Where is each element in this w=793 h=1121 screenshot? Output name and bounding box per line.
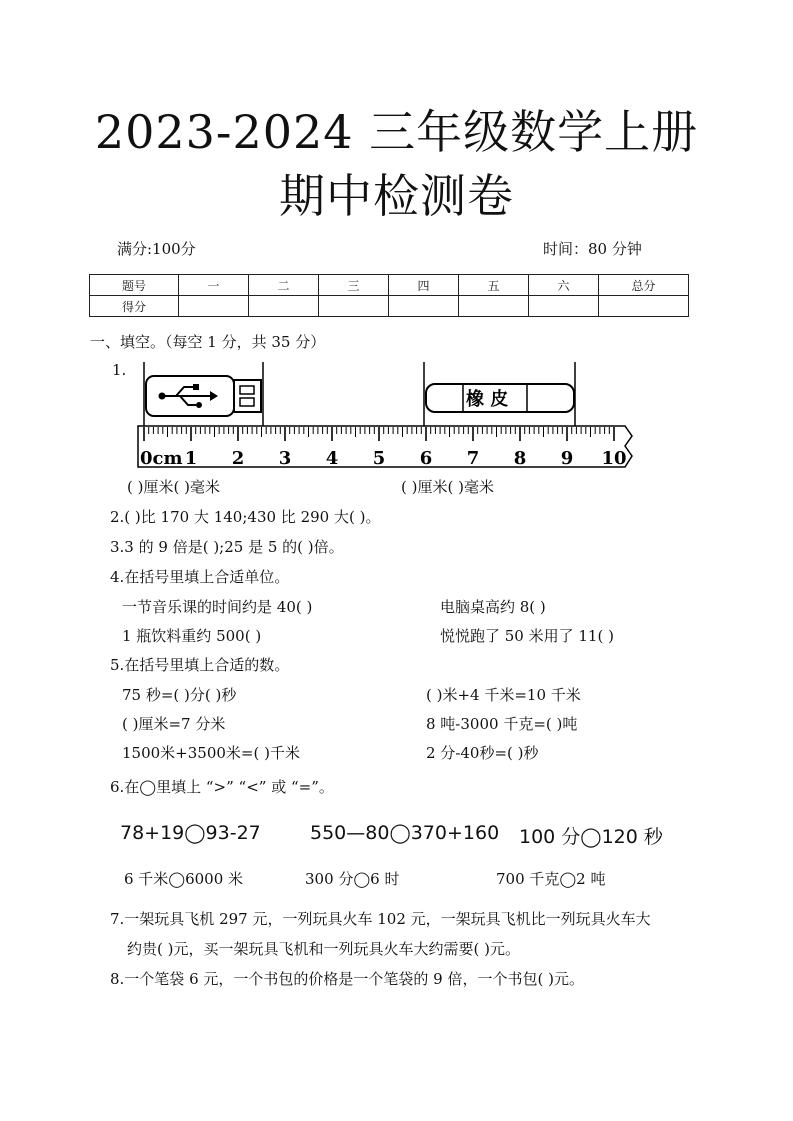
time-limit: 时间：80 分钟 [543, 240, 642, 258]
score-cell[interactable] [529, 296, 599, 317]
q8-text: 8.一个笔袋 6 元，一个书包的价格是一个笔袋的 9 倍，一个书包( )元。 [110, 970, 584, 988]
q7-line-2: 约贵( )元，买一架玩具飞机和一列玩具火车大约需要( )元。 [127, 940, 520, 958]
ruler-label: 1 [184, 448, 198, 469]
score-header-cell: 总分 [599, 275, 689, 296]
q4-item: 1 瓶饮料重约 500( ) [122, 627, 262, 645]
ruler-figure [130, 360, 640, 472]
score-header-cell: 六 [529, 275, 599, 296]
q4-item: 一节音乐课的时间约是 40( ) [122, 598, 313, 616]
q6-stem: 6.在◯里填上 “>” “<” 或 “=”。 [110, 778, 334, 796]
section-1-heading: 一、填空。（每空 1 分，共 35 分） [90, 333, 326, 351]
score-cell[interactable] [249, 296, 319, 317]
q5-item: 1500米+3500米=( )千米 [122, 744, 300, 762]
ruler-label: 0cm [140, 448, 183, 469]
score-table-header-row [90, 275, 689, 296]
ruler-label: 4 [325, 448, 339, 469]
q4-item: 悦悦跑了 50 米用了 11( ) [440, 627, 614, 645]
q4-item: 电脑桌高约 8( ) [440, 598, 546, 616]
ruler-label: 2 [231, 448, 245, 469]
score-row-label: 得分 [90, 296, 179, 317]
q7-line-1: 7.一架玩具飞机 297 元，一列玩具火车 102 元，一架玩具飞机比一列玩具火车大 [110, 910, 651, 928]
q6-compare: 700 千克◯2 吨 [496, 870, 606, 888]
q5-item: 2 分-40秒=( )秒 [426, 744, 539, 762]
q5-item: ( )厘米=7 分米 [122, 715, 226, 733]
ruler-label: 6 [419, 448, 433, 469]
score-cell[interactable] [389, 296, 459, 317]
q2-text: 2.( )比 170 大 140;430 比 290 大( )。 [110, 508, 381, 526]
ruler-label: 5 [372, 448, 386, 469]
q6-compare: 100 分◯120 秒 [519, 826, 663, 848]
eraser-label: 橡 皮 [466, 389, 509, 410]
title-line-2: 期中检测卷 [279, 169, 514, 223]
ruler-label: 7 [466, 448, 480, 469]
q5-item: ( )米+4 千米=10 千米 [426, 686, 581, 704]
score-cell[interactable] [179, 296, 249, 317]
full-score: 满分:100分 [117, 240, 196, 258]
score-header-cell: 五 [459, 275, 529, 296]
q3-text: 3.3 的 9 倍是( );25 是 5 的( )倍。 [110, 538, 344, 556]
q5-stem: 5.在括号里填上合适的数。 [110, 656, 290, 674]
score-header-cell: 三 [319, 275, 389, 296]
q1-answer-right: ( )厘米( )毫米 [401, 478, 494, 496]
usb-drive-icon [146, 376, 261, 416]
q6-compare: 300 分◯6 时 [305, 870, 400, 888]
score-cell[interactable] [459, 296, 529, 317]
q6-compare: 550—80◯370+160 [310, 822, 500, 844]
q6-compare: 78+19◯93-27 [120, 822, 261, 844]
score-header-cell: 四 [389, 275, 459, 296]
ruler-label: 3 [278, 448, 292, 469]
score-header-cell: 一 [179, 275, 249, 296]
q5-item: 75 秒=( )分( )秒 [122, 686, 237, 704]
score-table-score-row [90, 296, 689, 317]
score-header-cell: 二 [249, 275, 319, 296]
q4-stem: 4.在括号里填上合适单位。 [110, 568, 290, 586]
score-cell[interactable] [599, 296, 689, 317]
ruler-label: 9 [560, 448, 574, 469]
score-header-cell: 题号 [90, 275, 179, 296]
q1-answer-left: ( )厘米( )毫米 [127, 478, 220, 496]
ruler-label: 10 [601, 448, 627, 469]
q5-item: 8 吨-3000 千克=( )吨 [426, 715, 578, 733]
score-table [89, 274, 689, 317]
ruler-label: 8 [513, 448, 527, 469]
score-cell[interactable] [319, 296, 389, 317]
q6-compare: 6 千米◯6000 米 [124, 870, 244, 888]
title-line-1: 2023-2024 三年级数学上册 [94, 105, 699, 159]
q1-number: 1. [112, 361, 127, 379]
